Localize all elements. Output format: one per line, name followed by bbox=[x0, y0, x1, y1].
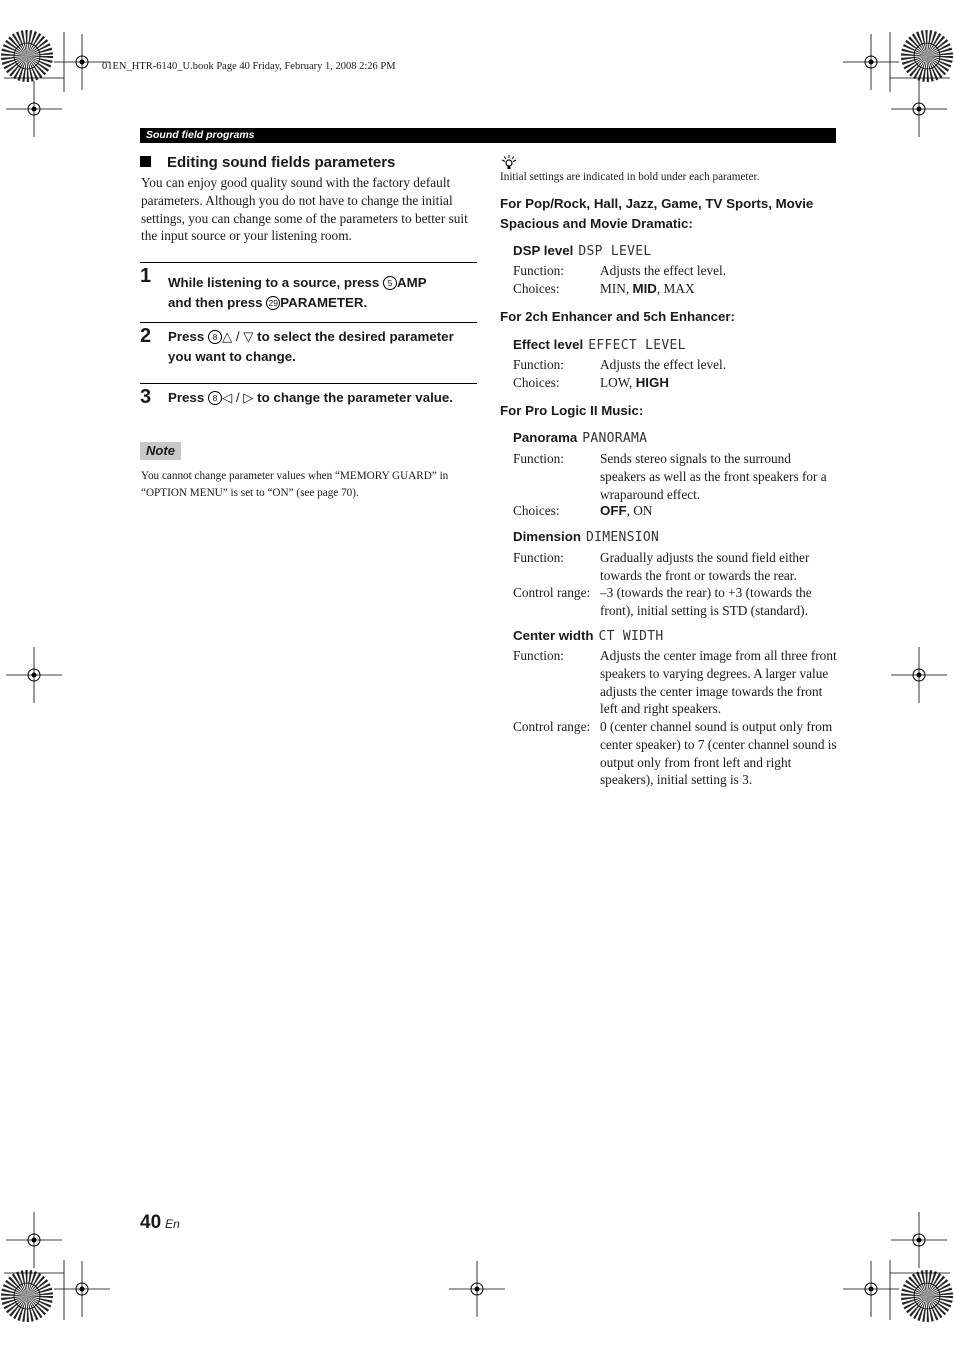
param-panorama: Panorama PANORAMA bbox=[513, 430, 648, 446]
tip-text: Initial settings are indicated in bold under each parameter. bbox=[500, 171, 760, 183]
note-label: Note bbox=[140, 442, 181, 460]
lcd-readout: EFFECT LEVEL bbox=[588, 338, 686, 353]
step-text: Press 8 ◁ / ▷ to change the parameter value. bbox=[168, 390, 454, 405]
section-title: Sound field programs bbox=[146, 129, 255, 141]
file-header: 01EN_HTR-6140_U.book Page 40 Friday, February 1, 2008 2:26 PM bbox=[102, 61, 396, 72]
step-number: 2 bbox=[140, 325, 152, 347]
default-choice: HIGH bbox=[635, 375, 669, 390]
language-code: En bbox=[165, 1217, 180, 1231]
intro-paragraph: You can enjoy good quality sound with the factory default parameters. Although you do not have to change the initial settings, you can change some of the parameters to better suit the input source or your listening room. bbox=[141, 175, 468, 244]
lcd-readout: DSP LEVEL bbox=[578, 244, 652, 259]
step-number: 1 bbox=[140, 265, 152, 287]
remote-key-5-icon: 5 bbox=[383, 276, 397, 290]
square-bullet-icon bbox=[140, 156, 151, 167]
step-1 bbox=[140, 262, 477, 318]
amp-key-label: AMP bbox=[397, 275, 427, 290]
param-dsp-level: DSP level DSP LEVEL bbox=[513, 243, 652, 259]
note-text: You cannot change parameter values when “MEMORY GUARD” in “OPTION MENU” is set to “ON” (see page 70). bbox=[141, 470, 449, 499]
remote-key-8-icon: 8 bbox=[208, 330, 222, 344]
parameter-key-label: PARAMETER bbox=[280, 295, 364, 310]
left-right-arrow-icon: ◁ / ▷ bbox=[221, 390, 254, 405]
default-choice: OFF bbox=[600, 503, 627, 518]
param-dimension: Dimension DIMENSION bbox=[513, 529, 660, 545]
group-heading-enhancer: For 2ch Enhancer and 5ch Enhancer: bbox=[500, 309, 735, 324]
param-center-width: Center width CT WIDTH bbox=[513, 628, 664, 644]
up-down-arrow-icon: △ / ▽ bbox=[221, 329, 254, 344]
lcd-readout: CT WIDTH bbox=[598, 629, 664, 644]
lightbulb-icon bbox=[500, 154, 518, 172]
section-header-bar bbox=[140, 128, 836, 143]
lcd-readout: PANORAMA bbox=[582, 431, 648, 446]
section-heading: Editing sound fields parameters bbox=[140, 154, 395, 171]
remote-key-29-icon: 29 bbox=[266, 296, 280, 310]
group-heading-pro-logic: For Pro Logic II Music: bbox=[500, 403, 644, 418]
step-3 bbox=[140, 383, 477, 439]
step-number: 3 bbox=[140, 386, 152, 408]
lcd-readout: DIMENSION bbox=[585, 530, 660, 545]
step-2 bbox=[140, 322, 477, 378]
remote-key-8-icon: 8 bbox=[208, 391, 222, 405]
step-text: While listening to a source, press 5 AMP and then press 29 PARAMETER. bbox=[168, 275, 427, 310]
group-heading-pop-rock: For Pop/Rock, Hall, Jazz, Game, TV Sports, Movie Spacious and Movie Dramatic: bbox=[500, 196, 814, 231]
default-choice: MID bbox=[632, 281, 657, 296]
step-text: Press 8 △ / ▽ to select the desired parameter you want to change. bbox=[168, 329, 454, 364]
param-effect-level: Effect level EFFECT LEVEL bbox=[513, 337, 686, 353]
page-number: 40 En bbox=[140, 1212, 180, 1233]
